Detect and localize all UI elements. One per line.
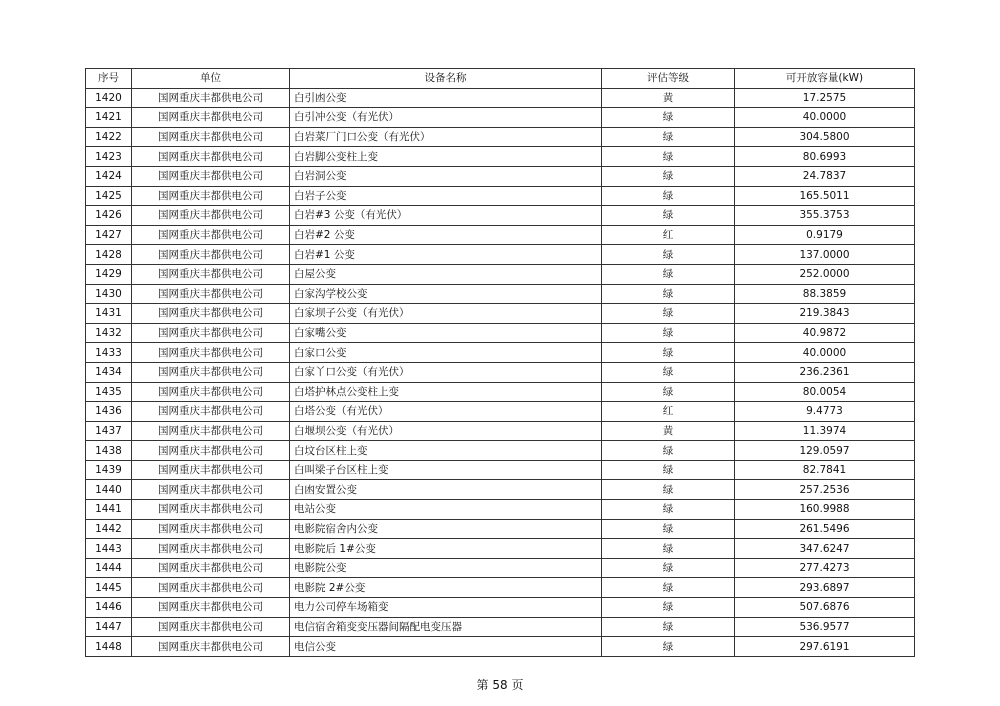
table-row [86, 480, 915, 500]
cell-device-name: 电影院后 1#公变 [290, 539, 602, 559]
cell-grade: 绿 [602, 147, 735, 167]
capacity-table [85, 68, 915, 657]
cell-unit: 国网重庆丰都供电公司 [132, 539, 290, 559]
header-unit: 单位 [132, 69, 290, 89]
cell-unit: 国网重庆丰都供电公司 [132, 284, 290, 304]
cell-unit: 国网重庆丰都供电公司 [132, 323, 290, 343]
cell-seq: 1421 [86, 108, 132, 128]
cell-seq: 1432 [86, 323, 132, 343]
cell-capacity: 293.6897 [735, 578, 915, 598]
cell-device-name: 电信宿舍箱变变压器间隔配电变压器 [290, 617, 602, 637]
cell-device-name: 白坟台区柱上变 [290, 441, 602, 461]
cell-seq: 1420 [86, 88, 132, 108]
table-row [86, 245, 915, 265]
cell-seq: 1425 [86, 186, 132, 206]
table-row [86, 539, 915, 559]
cell-grade: 绿 [602, 519, 735, 539]
header-capacity: 可开放容量(kW) [735, 69, 915, 89]
cell-capacity: 40.0000 [735, 343, 915, 363]
cell-capacity: 0.9179 [735, 225, 915, 245]
cell-device-name: 白家坝子公变（有光伏） [290, 304, 602, 324]
cell-seq: 1446 [86, 598, 132, 618]
cell-capacity: 40.9872 [735, 323, 915, 343]
cell-grade: 绿 [602, 186, 735, 206]
cell-grade: 绿 [602, 598, 735, 618]
cell-seq: 1435 [86, 382, 132, 402]
table-row [86, 598, 915, 618]
cell-device-name: 白屋公变 [290, 264, 602, 284]
cell-unit: 国网重庆丰都供电公司 [132, 186, 290, 206]
cell-unit: 国网重庆丰都供电公司 [132, 402, 290, 422]
table-row [86, 304, 915, 324]
cell-grade: 绿 [602, 264, 735, 284]
table-row [86, 519, 915, 539]
cell-capacity: 236.2361 [735, 362, 915, 382]
cell-unit: 国网重庆丰都供电公司 [132, 637, 290, 657]
cell-capacity: 277.4273 [735, 558, 915, 578]
table-row [86, 617, 915, 637]
cell-grade: 绿 [602, 206, 735, 226]
cell-seq: 1442 [86, 519, 132, 539]
table-row [86, 186, 915, 206]
table-row [86, 147, 915, 167]
cell-grade: 绿 [602, 108, 735, 128]
cell-seq: 1440 [86, 480, 132, 500]
table-row [86, 88, 915, 108]
cell-grade: 绿 [602, 617, 735, 637]
header-seq: 序号 [86, 69, 132, 89]
cell-device-name: 白堰坝公变（有光伏） [290, 421, 602, 441]
table-row [86, 264, 915, 284]
cell-capacity: 82.7841 [735, 460, 915, 480]
cell-device-name: 白家丫口公变（有光伏） [290, 362, 602, 382]
cell-seq: 1427 [86, 225, 132, 245]
cell-seq: 1441 [86, 500, 132, 520]
cell-device-name: 电力公司停车场箱变 [290, 598, 602, 618]
cell-seq: 1428 [86, 245, 132, 265]
cell-device-name: 白家嘴公变 [290, 323, 602, 343]
cell-capacity: 9.4773 [735, 402, 915, 422]
cell-device-name: 白叫梁子台区柱上变 [290, 460, 602, 480]
table-row [86, 402, 915, 422]
table-row [86, 362, 915, 382]
cell-capacity: 257.2536 [735, 480, 915, 500]
cell-grade: 绿 [602, 539, 735, 559]
table-row [86, 225, 915, 245]
cell-unit: 国网重庆丰都供电公司 [132, 598, 290, 618]
cell-seq: 1429 [86, 264, 132, 284]
cell-grade: 绿 [602, 284, 735, 304]
cell-seq: 1444 [86, 558, 132, 578]
cell-capacity: 160.9988 [735, 500, 915, 520]
table-row [86, 421, 915, 441]
cell-capacity: 80.6993 [735, 147, 915, 167]
header-device-name: 设备名称 [290, 69, 602, 89]
cell-device-name: 电影院宿舍内公变 [290, 519, 602, 539]
cell-grade: 绿 [602, 323, 735, 343]
cell-capacity: 24.7837 [735, 166, 915, 186]
cell-grade: 绿 [602, 460, 735, 480]
cell-capacity: 252.0000 [735, 264, 915, 284]
cell-unit: 国网重庆丰都供电公司 [132, 343, 290, 363]
table-row [86, 460, 915, 480]
cell-device-name: 白岩#1 公变 [290, 245, 602, 265]
cell-seq: 1443 [86, 539, 132, 559]
cell-seq: 1422 [86, 127, 132, 147]
table-row [86, 323, 915, 343]
cell-grade: 绿 [602, 578, 735, 598]
cell-seq: 1424 [86, 166, 132, 186]
table-row [86, 578, 915, 598]
cell-unit: 国网重庆丰都供电公司 [132, 166, 290, 186]
cell-capacity: 17.2575 [735, 88, 915, 108]
cell-grade: 绿 [602, 382, 735, 402]
cell-grade: 绿 [602, 441, 735, 461]
cell-capacity: 297.6191 [735, 637, 915, 657]
table-row [86, 637, 915, 657]
cell-grade: 红 [602, 402, 735, 422]
table-row [86, 127, 915, 147]
cell-capacity: 507.6876 [735, 598, 915, 618]
cell-grade: 绿 [602, 304, 735, 324]
cell-unit: 国网重庆丰都供电公司 [132, 421, 290, 441]
table-row [86, 206, 915, 226]
cell-device-name: 白塔护林点公变柱上变 [290, 382, 602, 402]
cell-device-name: 白岩脚公变柱上变 [290, 147, 602, 167]
cell-capacity: 304.5800 [735, 127, 915, 147]
cell-seq: 1445 [86, 578, 132, 598]
cell-grade: 绿 [602, 480, 735, 500]
cell-capacity: 137.0000 [735, 245, 915, 265]
table-row [86, 382, 915, 402]
cell-capacity: 80.0054 [735, 382, 915, 402]
cell-capacity: 219.3843 [735, 304, 915, 324]
cell-device-name: 白引冲公变（有光伏） [290, 108, 602, 128]
cell-grade: 绿 [602, 245, 735, 265]
cell-seq: 1436 [86, 402, 132, 422]
cell-grade: 红 [602, 225, 735, 245]
cell-unit: 国网重庆丰都供电公司 [132, 304, 290, 324]
table-header-row [86, 69, 915, 89]
table-row [86, 108, 915, 128]
cell-seq: 1433 [86, 343, 132, 363]
cell-unit: 国网重庆丰都供电公司 [132, 578, 290, 598]
cell-capacity: 88.3859 [735, 284, 915, 304]
cell-capacity: 355.3753 [735, 206, 915, 226]
cell-unit: 国网重庆丰都供电公司 [132, 108, 290, 128]
cell-grade: 绿 [602, 127, 735, 147]
cell-unit: 国网重庆丰都供电公司 [132, 362, 290, 382]
page-number: 第 58 页 [476, 678, 524, 692]
cell-capacity: 165.5011 [735, 186, 915, 206]
cell-seq: 1437 [86, 421, 132, 441]
cell-grade: 黄 [602, 421, 735, 441]
cell-grade: 黄 [602, 88, 735, 108]
header-grade: 评估等级 [602, 69, 735, 89]
cell-unit: 国网重庆丰都供电公司 [132, 264, 290, 284]
table-row [86, 441, 915, 461]
cell-unit: 国网重庆丰都供电公司 [132, 88, 290, 108]
cell-unit: 国网重庆丰都供电公司 [132, 147, 290, 167]
cell-device-name: 白岩#3 公变（有光伏） [290, 206, 602, 226]
cell-seq: 1423 [86, 147, 132, 167]
cell-device-name: 白凼安置公变 [290, 480, 602, 500]
cell-device-name: 白家口公变 [290, 343, 602, 363]
cell-unit: 国网重庆丰都供电公司 [132, 225, 290, 245]
cell-device-name: 白岩菜厂门口公变（有光伏） [290, 127, 602, 147]
cell-unit: 国网重庆丰都供电公司 [132, 558, 290, 578]
cell-seq: 1434 [86, 362, 132, 382]
table-body [86, 88, 915, 656]
table-row [86, 558, 915, 578]
cell-unit: 国网重庆丰都供电公司 [132, 206, 290, 226]
cell-unit: 国网重庆丰都供电公司 [132, 500, 290, 520]
cell-seq: 1438 [86, 441, 132, 461]
cell-seq: 1439 [86, 460, 132, 480]
cell-device-name: 白岩子公变 [290, 186, 602, 206]
cell-grade: 绿 [602, 558, 735, 578]
cell-grade: 绿 [602, 637, 735, 657]
cell-unit: 国网重庆丰都供电公司 [132, 245, 290, 265]
cell-unit: 国网重庆丰都供电公司 [132, 382, 290, 402]
cell-unit: 国网重庆丰都供电公司 [132, 480, 290, 500]
cell-unit: 国网重庆丰都供电公司 [132, 127, 290, 147]
cell-capacity: 261.5496 [735, 519, 915, 539]
cell-unit: 国网重庆丰都供电公司 [132, 617, 290, 637]
table-row [86, 166, 915, 186]
table-row [86, 284, 915, 304]
cell-device-name: 电站公变 [290, 500, 602, 520]
cell-unit: 国网重庆丰都供电公司 [132, 441, 290, 461]
cell-device-name: 电信公变 [290, 637, 602, 657]
cell-device-name: 白引凼公变 [290, 88, 602, 108]
cell-grade: 绿 [602, 362, 735, 382]
cell-grade: 绿 [602, 166, 735, 186]
cell-device-name: 白家沟学校公变 [290, 284, 602, 304]
cell-capacity: 11.3974 [735, 421, 915, 441]
table-row [86, 500, 915, 520]
cell-device-name: 白塔公变（有光伏） [290, 402, 602, 422]
cell-seq: 1426 [86, 206, 132, 226]
cell-device-name: 电影院公变 [290, 558, 602, 578]
cell-seq: 1447 [86, 617, 132, 637]
cell-grade: 绿 [602, 500, 735, 520]
cell-device-name: 白岩#2 公变 [290, 225, 602, 245]
cell-seq: 1448 [86, 637, 132, 657]
cell-seq: 1430 [86, 284, 132, 304]
cell-seq: 1431 [86, 304, 132, 324]
cell-device-name: 白岩洞公变 [290, 166, 602, 186]
cell-unit: 国网重庆丰都供电公司 [132, 519, 290, 539]
table-row [86, 343, 915, 363]
cell-capacity: 347.6247 [735, 539, 915, 559]
cell-capacity: 40.0000 [735, 108, 915, 128]
cell-grade: 绿 [602, 343, 735, 363]
cell-unit: 国网重庆丰都供电公司 [132, 460, 290, 480]
cell-capacity: 129.0597 [735, 441, 915, 461]
cell-capacity: 536.9577 [735, 617, 915, 637]
cell-device-name: 电影院 2#公变 [290, 578, 602, 598]
